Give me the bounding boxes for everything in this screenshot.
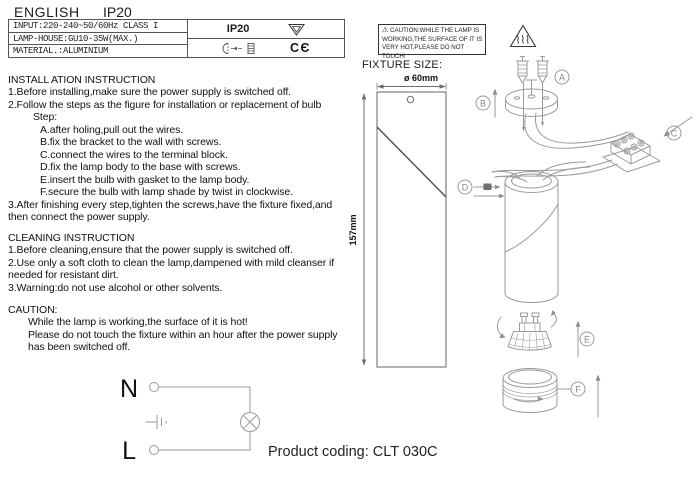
fixture-hole bbox=[407, 96, 413, 102]
fixture-outline bbox=[377, 92, 446, 367]
install-step-e: E.insert the bulb with gasket to the lamp body. bbox=[40, 173, 250, 186]
install-step-f: F.secure the bulb with lamp shade by twist in clockwise. bbox=[40, 186, 293, 199]
install-title: INSTALL ATION INSTRUCTION bbox=[8, 74, 156, 86]
flammable-surface-triangle-icon bbox=[288, 23, 305, 36]
install-step-b: B.fix the bracket to the wall with screws. bbox=[40, 136, 222, 149]
wire-live bbox=[159, 432, 251, 451]
warning-line-1: ⚠ CAUTION:WHILE THE LAMP IS bbox=[382, 27, 480, 34]
height-dimension-label: 157mm bbox=[348, 214, 358, 246]
neutral-terminal bbox=[150, 383, 159, 392]
cleaning-line: 1.Before cleaning,ensure that the power supply is switched off. bbox=[8, 244, 293, 257]
live-terminal bbox=[150, 446, 159, 455]
label-c-callout bbox=[664, 117, 693, 140]
caution-line: Please do not touch the fixture within an hour after the power supply bbox=[28, 328, 338, 341]
exploded-assembly-diagram bbox=[450, 15, 700, 425]
product-coding: Product coding: CLT 030C bbox=[268, 444, 438, 460]
lamp-symbol-icon bbox=[241, 413, 260, 432]
language-label: ENGLISH bbox=[14, 4, 80, 20]
warning-line-3: VERY HOT,PLEASE DO NOT TOUCH! bbox=[382, 44, 465, 60]
spec-lamp-house: LAMP-HOUSE:GU10-35W(MAX.) bbox=[9, 33, 187, 46]
caution-line: has been switched off. bbox=[28, 341, 131, 354]
spec-table-left-column bbox=[9, 20, 188, 57]
spec-certs-row2 bbox=[188, 39, 344, 57]
warning-line-2: WORKING,THE SURFACE OF IT IS bbox=[382, 35, 483, 43]
installation-instructions bbox=[8, 74, 380, 223]
diameter-dimension-label: ø 60mm bbox=[403, 73, 439, 83]
mounting-bracket bbox=[506, 80, 558, 117]
fixture-size-title: FIXTURE SIZE: bbox=[362, 59, 443, 71]
install-line: 1.Before installing,make sure the power supply is switched off. bbox=[8, 86, 291, 99]
ip20-badge: IP20 bbox=[226, 23, 250, 35]
install-step-label: Step: bbox=[33, 111, 58, 124]
caution-title: CAUTION: bbox=[8, 304, 58, 316]
install-line: 2.Follow the steps as the figure for installation or replacement of bulb bbox=[8, 98, 322, 111]
wall-anchor-icon bbox=[517, 57, 529, 84]
spec-certs-row1 bbox=[188, 20, 344, 39]
lamp-body bbox=[505, 172, 558, 303]
label-d: D bbox=[461, 182, 469, 193]
label-c: C bbox=[670, 128, 678, 139]
install-step-d: D.fix the lamp body to the base with screws. bbox=[40, 161, 241, 174]
cleaning-line: needed for resistant dirt. bbox=[8, 269, 119, 282]
fixture-cut-line bbox=[377, 127, 446, 197]
replace-lamp-icon bbox=[221, 42, 257, 55]
label-e: E bbox=[583, 334, 591, 345]
wiring-diagram bbox=[100, 368, 285, 478]
earth-ground-icon bbox=[146, 415, 166, 429]
supply-wires bbox=[492, 113, 628, 182]
cleaning-instructions bbox=[8, 232, 380, 294]
spec-table bbox=[8, 19, 345, 58]
ip-rating-header: IP20 bbox=[103, 4, 132, 20]
warning-triangle-icon: ⚠ bbox=[382, 27, 389, 34]
label-a: A bbox=[558, 72, 566, 83]
ce-mark: CЄ bbox=[290, 41, 311, 55]
spec-material: MATERIAL.:ALUMINIUM bbox=[13, 46, 109, 57]
install-step-c: C.connect the wires to the terminal block. bbox=[40, 148, 228, 161]
label-b: B bbox=[479, 98, 487, 109]
live-terminal-label: L bbox=[122, 437, 136, 465]
cleaning-line: 3.Warning:do not use alcohol or other solvents. bbox=[8, 281, 223, 294]
wall-anchor-icon bbox=[537, 57, 549, 84]
label-f-callout bbox=[557, 375, 600, 418]
install-line: 3.After finishing every step,tighten the screws,have the fixture fixed,and bbox=[8, 198, 333, 211]
caution-line: While the lamp is working,the surface of it is hot! bbox=[28, 316, 248, 329]
wire-neutral bbox=[159, 387, 251, 413]
caution-section bbox=[8, 304, 380, 354]
install-line: then connect the power supply. bbox=[8, 210, 150, 223]
install-step-a: A.after holing,pull out the wires. bbox=[40, 123, 184, 136]
cleaning-line: 2.Use only a soft cloth to clean the lamp,dampened with mild cleanser if bbox=[8, 256, 335, 269]
lamp-shade bbox=[503, 369, 557, 413]
gu10-bulb bbox=[508, 313, 552, 351]
spec-table-right-column bbox=[188, 20, 344, 57]
cleaning-title: CLEANING INSTRUCTION bbox=[8, 232, 135, 244]
hot-surface-icon bbox=[511, 26, 536, 47]
fixing-screw-arrow bbox=[474, 184, 505, 199]
label-f: F bbox=[575, 384, 581, 395]
neutral-terminal-label: N bbox=[119, 375, 138, 403]
spec-input: INPUT:220-240~50/60Hz CLASS I bbox=[9, 20, 187, 33]
